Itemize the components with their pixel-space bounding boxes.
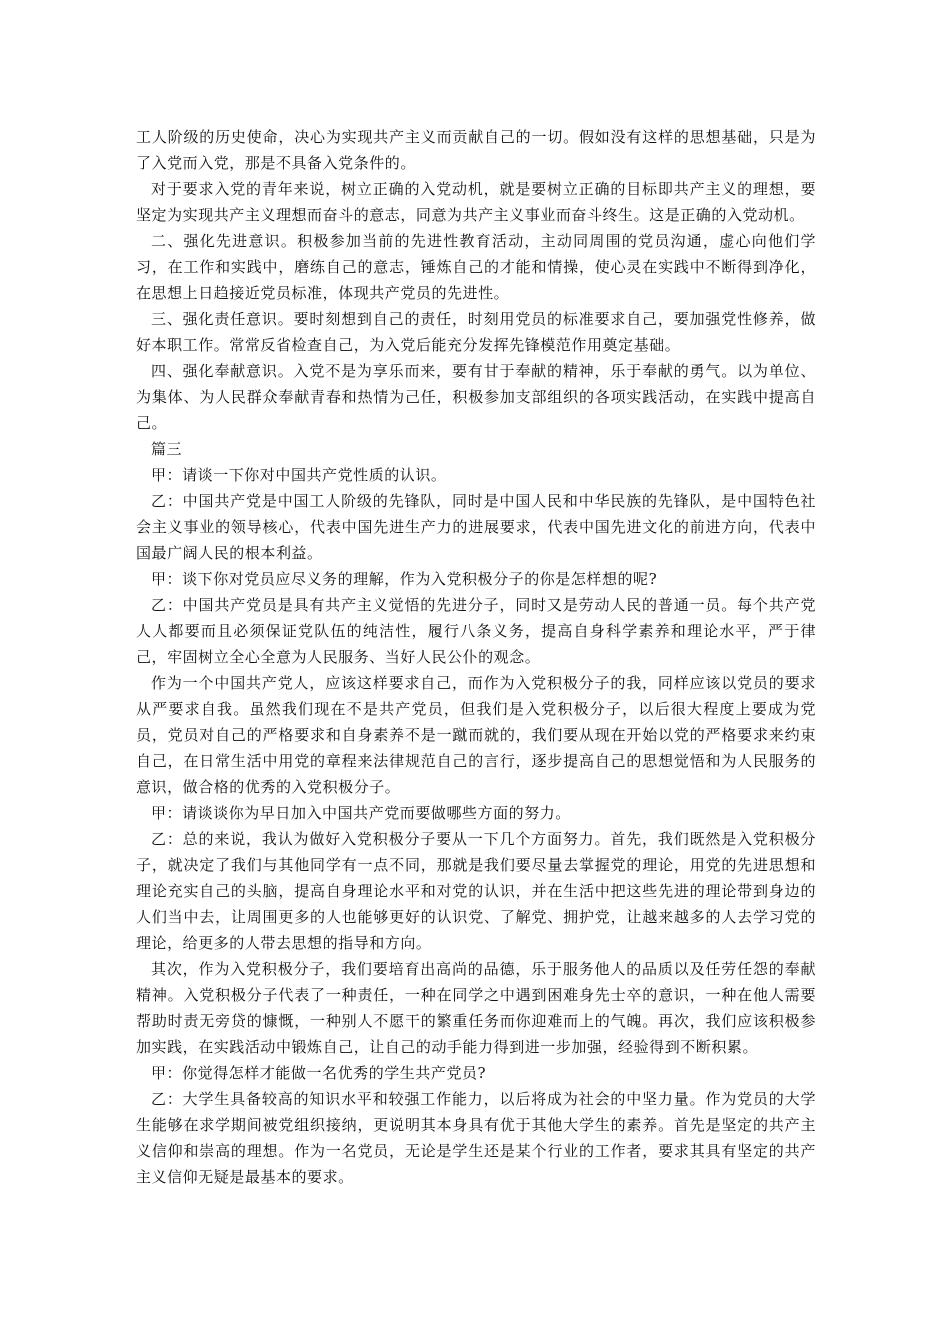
dialogue-answer: 乙：中国共产党是中国工人阶级的先锋队，同时是中国人民和中华民族的先锋队，是中国特色社会主义事业的领导核心，代表中国先进生产力的进展要求，代表中国先进文化的前进方向，代表中国最广阔人民的根本利益。 [136,492,816,562]
dialogue-answer: 乙：中国共产党员是具有共产主义觉悟的先进分子，同时又是劳动人民的普通一员。每个共产党人人都要而且必须保证党队伍的纯洁性，履行八条义务，提高自身科学素养和理论水平，严于律己，牢固树立全心全意为人民服务、当好人民公仆的观念。 [136,596,816,666]
dialogue-answer: 乙：大学生具备较高的知识水平和较强工作能力，以后将成为社会的中坚力量。作为党员的大学生能够在求学期间被党组织接纳，更说明其本身具有优于其他大学生的素养。首先是坚定的共产主义信仰和崇高的理想。作为一名党员，无论是学生还是某个行业的工作者，要求其具有坚定的共产主义信仰无疑是最基本的要求。 [136,1090,816,1186]
dialogue-question: 甲：你觉得怎样才能做一名优秀的学生共产党员? [151,1064,487,1082]
paragraph: 四、强化奉献意识。入党不是为享乐而来，要有甘于奉献的精神，乐于奉献的勇气。以为单位、为集体、为人民群众奉献青春和热情为己任，积极参加支部组织的各项实践活动，在实践中提高自己。 [136,362,816,432]
paragraph: 其次，作为入党积极分子，我们要培育出高尚的品德，乐于服务他人的品质以及任劳任怨的奉献精神。入党积极分子代表了一种责任，一种在同学之中遇到困难身先士卒的意识，一种在他人需要帮助时责无旁贷的慷慨，一种别人不愿干的繁重任务而你迎难而上的气魄。再次，我们应该积极参加实践，在实践活动中锻炼自己，让自己的动手能力得到进一步加强，经验得到不断积累。 [136,960,816,1056]
dialogue-question: 甲：请谈谈你为早日加入中国共产党而要做哪些方面的努力。 [151,804,571,822]
paragraph: 对于要求入党的青年来说，树立正确的入党动机，就是要树立正确的目标即共产主义的理想，要坚定为实现共产主义理想而奋斗的意志，同意为共产主义事业而奋斗终生。这是正确的入党动机。 [136,180,816,224]
dialogue-answer: 乙：总的来说，我认为做好入党积极分子要从一下几个方面努力。首先，我们既然是入党积极分子，就决定了我们与其他同学有一点不同，那就是我们要尽量去掌握党的理论，用党的先进思想和理论充实自己的头脑，提高自身理论水平和对党的认识，并在生活中把这些先进的理论带到身边的人们当中去，让周围更多的人也能够更好的认识党、了解党、拥护党，让越来越多的人去学习党的理论，给更多的人带去思想的指导和方向。 [136,830,816,952]
paragraph: 三、强化责任意识。要时刻想到自己的责任，时刻用党员的标准要求自己，要加强党性修养，做好本职工作。常常反省检查自己，为入党后能充分发挥先锋模范作用奠定基础。 [136,310,816,354]
paragraph-continuation: 工人阶级的历史使命，决心为实现共产主义而贡献自己的一切。假如没有这样的思想基础，只是为了入党而入党，那是不具备入党条件的。 [136,128,816,172]
paragraph: 二、强化先进意识。积极参加当前的先进性教育活动，主动同周围的党员沟通，虚心向他们学习，在工作和实践中，磨练自己的意志，锤炼自己的才能和情操，使心灵在实践中不断得到净化，在思想上日趋接近党员标准，体现共产党员的先进性。 [136,232,816,302]
section-heading: 篇三 [151,440,183,458]
paragraph: 作为一个中国共产党人，应该这样要求自己，而作为入党积极分子的我，同样应该以党员的要求从严要求自我。虽然我们现在不是共产党员，但我们是入党积极分子，以后很大程度上要成为党员，党员对自己的严格要求和自身素养不是一蹴而就的，我们要从现在开始以党的严格要求来约束自己，在日常生活中用党的章程来法律规范自己的言行，逐步提高自己的思想觉悟和为人民服务的意识，做合格的优秀的入党积极分子。 [136,674,816,796]
document-body [136,124,816,1190]
dialogue-question: 甲：请谈一下你对中国共产党性质的认识。 [151,466,447,484]
dialogue-question: 甲：谈下你对党员应尽义务的理解，作为入党积极分子的你是怎样想的呢? [151,570,658,588]
